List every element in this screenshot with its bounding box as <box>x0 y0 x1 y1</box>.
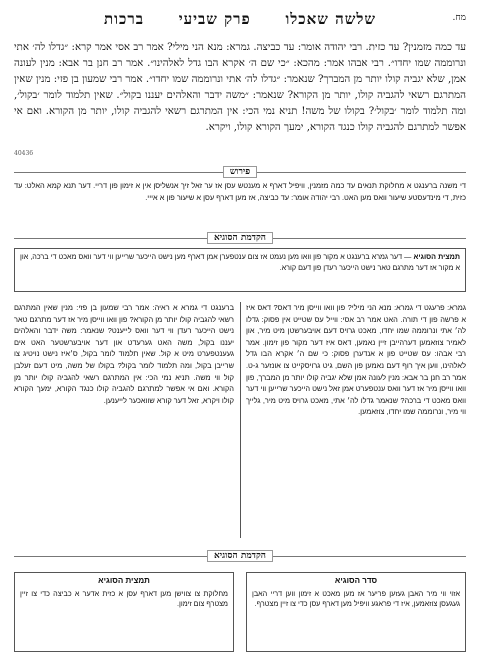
intro-top-label: הקדמת הסוגיא <box>0 232 480 243</box>
column-divider <box>240 302 241 538</box>
summary-box-bottom <box>14 572 234 652</box>
footnote-marker: 40436 <box>14 150 34 157</box>
perek-title: פרק שביעי <box>178 10 251 28</box>
gemara-text: עד כמה מזמנין? עד כזית. רבי יהודה אומר: עד כביצה. גמרא: מנא הני מילי? אמר רב אסי אמר קרא: ״גדלו לה׳ אתי ונרוממה שמו יחדו״. רבי אבהו אמר: מהכא: ״כי שם ה׳ אקרא הבו גדל לאלהינו״. אמר רב חנן בר אבא: מנין לעונה אמן, שלא יגביה קולו יותר מן המברך? שנאמר: ״גדלו לה׳ אתי ונרוממה שמו יחדו״. אמר רבי שמעון בן פזי: מנין שאין המתרגם רשאי להגביה קולו, יותר מן הקורא? שנאמר: ״משה ידבר והאלהים יעננו בקול״. שאין תלמוד לומר ׳בקול׳, ומה תלמוד לומר ׳בקול׳? בקולו של משה! תניא נמי הכי: אין המתרגם רשאי להגביה קולו, יותר מן הקורא. ואם אי אפשר למתרגם להגביה קולו כנגד הקורא, ימעך הקורא קולו, ויקרא. <box>14 42 466 133</box>
seder-box <box>246 572 466 652</box>
page-header <box>14 10 466 34</box>
page-number: מח. <box>452 13 466 23</box>
perush-text: די משנה ברענגט א מחלוקת תנאים עד כמה מזמנין, וויפיל דארף א מענטש עסן אז ער זאל זיך אנשליסן אין א זימון פון דריי. דער תנא קמא האלט: עד כזית, די מינדעסטע שיעור וואס מען האט. רבי יהודה אומר: עד כביצה, אז מען דארף עסן א שיעור פון א אייי. <box>14 181 466 202</box>
summary-bottom-text: מחלוקת צו צווישן מען דארף עסן א כזית אדער א כביצה כדי צו זיין מצטרף צום זימון. <box>20 588 228 608</box>
tractate-title: ברכות <box>104 10 144 28</box>
seder-box-text: אזוי ווי מיר האבן געזען פריער אז מען מאכט א זימון ווען דריי האבן געגעסן צוזאמען, איז די פראגע וויפיל מען דארף עסן כדי צו זיין מצטרף. <box>252 588 460 608</box>
chapter-title: שלשה שאכלו <box>285 10 376 28</box>
summary-box-top: תמצית הסוגיא — דער גמרא ברענגט א מקור פון וואו מען נעמט אז צום ענטפערן אמן דארף מען נישט הייכער שרייען ווי דער וואס מאכט די ברכה, און א מקור אז דער מתרגם טאר נישט הייכער רעדן פון דעם קורא. <box>14 248 466 292</box>
running-titles <box>104 10 376 29</box>
summary-box-head: תמצית הסוגיא <box>413 252 461 261</box>
intro-bottom-label: הקדמת הסוגיא <box>0 550 480 561</box>
perush-label: פירוש <box>0 166 480 177</box>
commentary-column-right: גמרא: פרעגט די גמרא: מנא הני מילי? פון וואו ווייסן מיר דאס? דאס איז א פרשה פון די תורה. האט אמר רב אסי: ווייל עס שטייט אין פסוק: גדלו לה׳ אתי ונרוממה שמו יחדו, מאכט גרויס דעם אויבערשטן מיט מיר, און לאמיר צוזאמען דערהייבן זיין נאמען, דאס איז דער מקור פון זימון. אמר רבי אבהו: עס שטייט פון א אנדערן פסוק: כי שם ה׳ אקרא הבו גדל לאלהינו, ווען איך רוף דעם נאמען פון השם, גיט גרויסקייט צו אונזער ג-ט. אמר רב חנן בר אבא: מנין לעונה אמן שלא יגביה קולו יותר מן המברך, פון וואו ווייסן מיר אז דער וואס ענטפערט אמן זאל נישט הייכער שרייען ווי דער וואס מאכט די ברכה? שנאמר גדלו לה׳ אתי, מאכט גרויס מיט מיר, גלייך ווי מיר, ונרוממה שמו יחדו, צוזאמען. <box>246 303 466 417</box>
commentary-column-left: ברענגט די גמרא א ראיה: אמר רבי שמעון בן פזי: מנין שאין המתרגם רשאי להגביה קולו יותר מן הקורא? פון וואו ווייסן מיר אז דער מתרגם טאר נישט הייכער רעדן ווי דער וואס לייענט? שנאמר: משה ידבר והאלהים יעננו בקול, משה האט גערעדט און דער אויבערשטער האט אים געענטפערט מיט א קול. שאין תלמוד לומר בקול, ס׳איז נישט נויטיג צו שרייבן בקול, ומה תלמוד לומר בקול? בקולו של משה, מיט דעם זעלבן קול ווי משה. תניא נמי הכי: אין המתרגם רשאי להגביה קולו יותר מן הקורא. ואם אי אפשר למתרגם להגביה קולו כנגד הקורא, ימעך הקורא קולו ויקרא, זאל דער קורא שוואכער לייענען. <box>14 303 234 405</box>
summary-box-text: דער גמרא ברענגט א מקור פון וואו מען נעמט אז צום ענטפערן אמן דארף מען נישט הייכער שרייען ווי דער וואס מאכט די ברכה, און א מקור אז דער מתרגם טאר נישט הייכער רעדן פון דעם קורא. <box>20 252 460 272</box>
summary-bottom-head: תמצית הסוגיא <box>98 576 150 585</box>
seder-box-head: סדר הסוגיא <box>334 576 378 585</box>
